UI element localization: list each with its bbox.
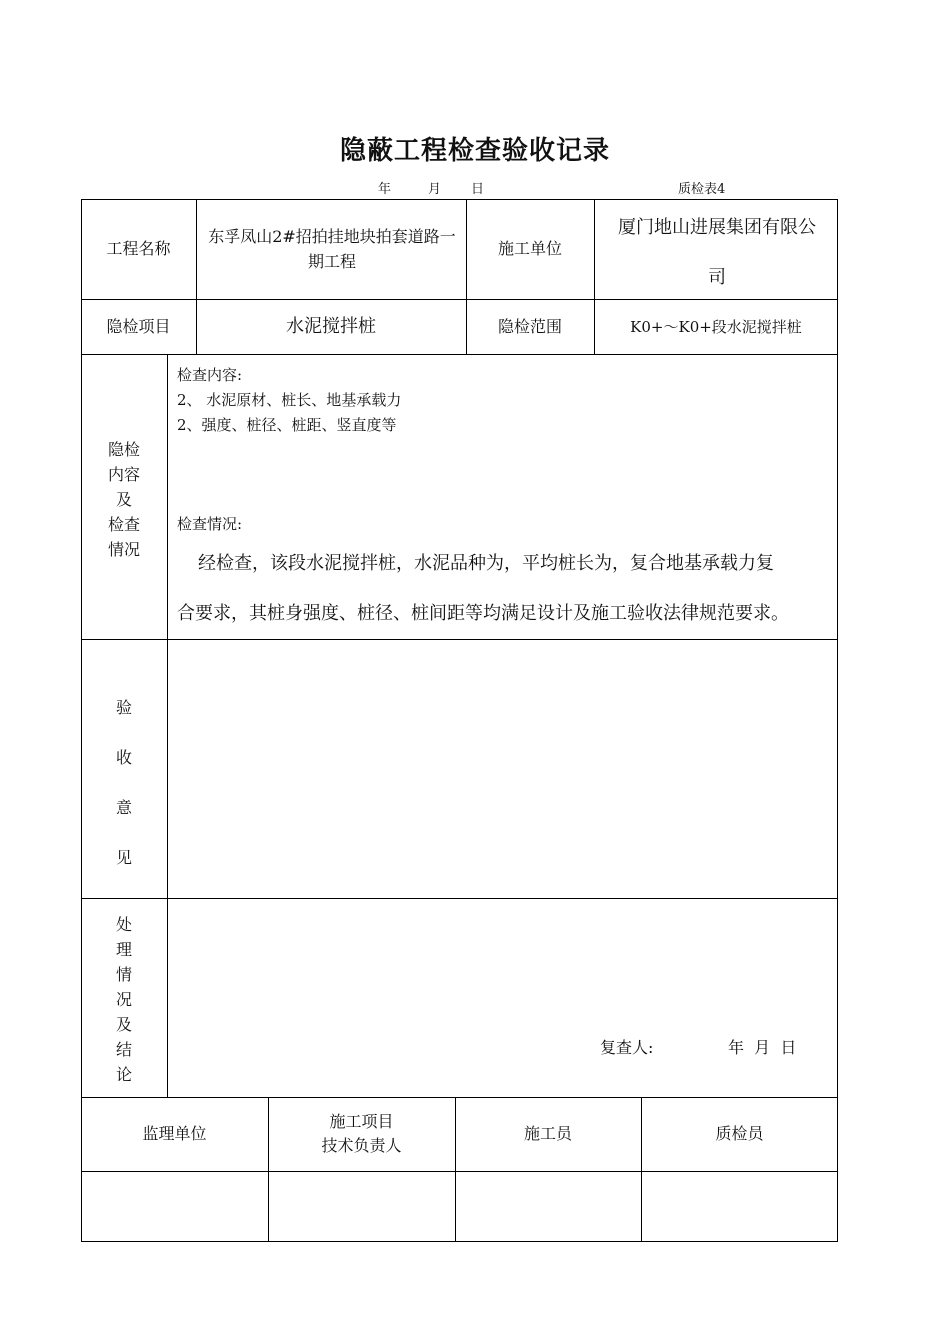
row-divider [81, 898, 838, 899]
status-text-line2: 合要求，其桩身强度、桩径、桩间距等均满足设计及施工验收法律规范要求。 [177, 603, 789, 624]
form-number: 质检表4 [678, 182, 726, 197]
tech-lead-line: 技术负责人 [321, 1136, 402, 1155]
date-month: 月 [428, 182, 442, 197]
inspection-range-value: K0+～K0+段水泥搅拌桩 [630, 317, 802, 336]
qc-signature-field[interactable] [641, 1171, 838, 1242]
content-item: 2、强度、桩径、桩距、竖直度等 [177, 416, 397, 434]
constructor-label: 施工员 [523, 1124, 572, 1143]
label-line: 检查 [107, 515, 140, 534]
label-char: 验 [115, 698, 132, 717]
inspection-section-label [81, 437, 167, 562]
label-line: 情况 [107, 540, 140, 559]
col-divider [167, 354, 168, 1097]
handling-label [81, 912, 167, 1087]
row-divider [81, 354, 838, 355]
label-char: 见 [115, 848, 132, 867]
acceptance-label [81, 683, 167, 883]
contractor-value-line1: 厦门地山进展集团有限公 [618, 217, 816, 238]
reviewer-label: 复查人: [600, 1038, 654, 1057]
constructor-signature-field[interactable] [455, 1171, 641, 1242]
label-char: 结 [115, 1040, 132, 1059]
label-char: 及 [115, 1015, 132, 1034]
supervisor-signature-field[interactable] [81, 1171, 268, 1242]
qc-label: 质检员 [715, 1124, 764, 1143]
status-text-line1: 经检查，该段水泥搅拌桩，水泥品种为，平均桩长为，复合地基承载力复 [198, 553, 774, 574]
label-line: 及 [115, 490, 132, 509]
date-day: 日 [471, 182, 485, 197]
status-heading: 检查情况: [177, 515, 243, 533]
label-line: 内容 [107, 465, 140, 484]
contractor-label: 施工单位 [497, 239, 562, 258]
inspection-item-value: 水泥搅拌桩 [286, 315, 376, 337]
label-char: 情 [115, 965, 132, 984]
tech-lead-line: 施工项目 [329, 1112, 394, 1131]
record-table [81, 199, 838, 1242]
tech-lead-label [268, 1097, 455, 1171]
project-name-label: 工程名称 [106, 239, 171, 258]
tech-lead-signature-field[interactable] [268, 1171, 455, 1242]
inspection-range-label: 隐检范围 [497, 316, 562, 336]
label-line: 隐检 [107, 440, 140, 459]
label-char: 论 [115, 1065, 132, 1084]
contractor-value-line2: 司 [708, 267, 726, 288]
content-heading: 检查内容: [177, 366, 243, 384]
date-year: 年 [378, 182, 392, 197]
label-char: 理 [115, 940, 132, 959]
document-title: 隐蔽工程检查验收记录 [339, 136, 610, 166]
review-date: 年 月 日 [728, 1038, 797, 1057]
label-char: 处 [115, 915, 132, 934]
supervisor-label: 监理单位 [142, 1124, 207, 1143]
inspection-item-label: 隐检项目 [106, 316, 171, 336]
content-item: 2、 水泥原材、桩长、地基承载力 [177, 391, 402, 409]
label-char: 收 [115, 748, 132, 767]
label-char: 意 [115, 798, 132, 817]
row-divider [81, 639, 838, 640]
label-char: 况 [115, 990, 132, 1009]
project-name-value: 东孚凤山2#招拍挂地块拍套道路一期工程 [208, 227, 456, 271]
